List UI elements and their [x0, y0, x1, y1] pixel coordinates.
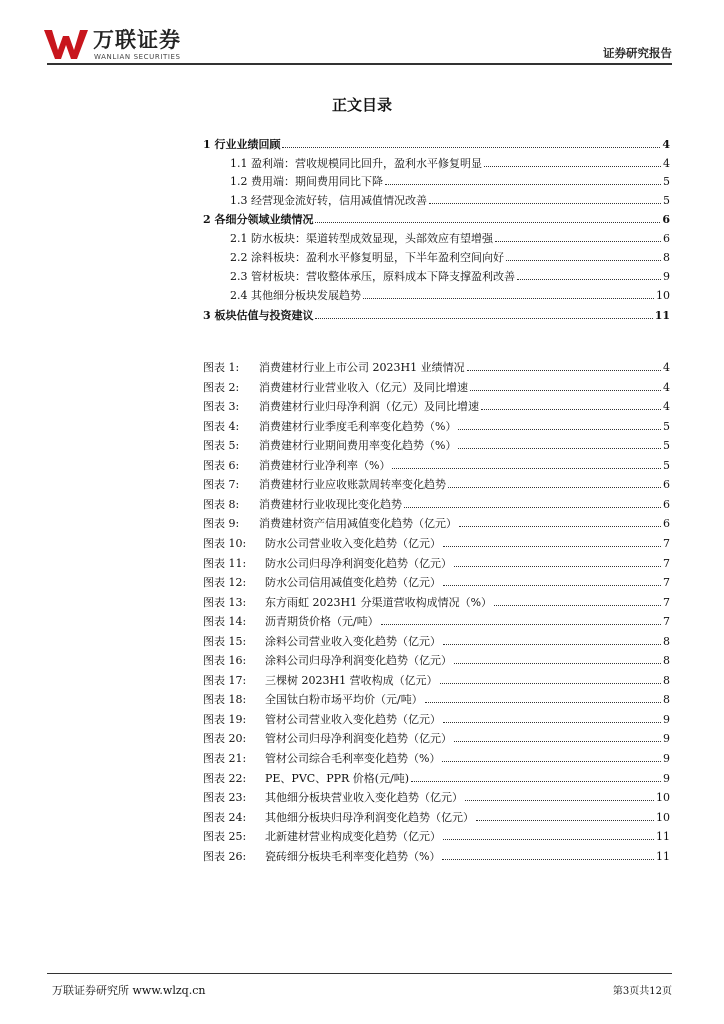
figure-number: 图表 13:: [203, 596, 247, 609]
figure-page: 6: [663, 478, 670, 491]
footer-divider: [47, 973, 672, 974]
toc-entry[interactable]: [230, 287, 670, 305]
toc-entry-page: 9: [663, 270, 670, 283]
figure-title: 三棵树 2023H1 营收构成（亿元）: [265, 674, 438, 687]
figure-number: 图表 10:: [203, 537, 247, 550]
figure-entry[interactable]: [203, 809, 670, 827]
figure-title: 管材公司综合毛利率变化趋势（%）: [265, 752, 441, 765]
figure-entry[interactable]: [203, 594, 670, 612]
figure-page: 7: [663, 557, 670, 570]
figure-number: 图表 9:: [203, 517, 240, 530]
figure-number: 图表 6:: [203, 459, 240, 472]
figure-number: 图表 25:: [203, 830, 247, 843]
figure-number: 图表 2:: [203, 381, 240, 394]
figure-entry[interactable]: [203, 476, 670, 494]
figure-page: 4: [663, 361, 670, 374]
figure-entry[interactable]: [203, 633, 670, 651]
page-title: 正文目录: [331, 96, 392, 114]
figure-title: 沥青期货价格（元/吨）: [265, 615, 379, 628]
dot-leader: [443, 585, 661, 586]
figure-title: 其他细分板块营业收入变化趋势（亿元）: [265, 791, 463, 804]
toc-entry-page: 6: [662, 213, 670, 226]
figure-entry[interactable]: [203, 711, 670, 729]
dot-leader: [476, 820, 654, 821]
figure-title: 东方雨虹 2023H1 分渠道营收构成情况（%）: [265, 596, 493, 609]
figure-entry[interactable]: [203, 437, 670, 455]
dot-leader: [411, 781, 661, 782]
toc-entry-label: 1 行业业绩回顾: [203, 138, 281, 151]
toc-entry[interactable]: [203, 136, 670, 154]
figure-entry[interactable]: [203, 750, 670, 768]
figure-number: 图表 4:: [203, 420, 240, 433]
logo-english-name: WANLIAN SECURITIES: [94, 53, 181, 61]
figure-entry[interactable]: [203, 496, 670, 514]
dot-leader: [465, 800, 654, 801]
figure-page: 8: [663, 654, 670, 667]
figure-number: 图表 14:: [203, 615, 247, 628]
dot-leader: [425, 702, 661, 703]
figure-page: 7: [663, 537, 670, 550]
dot-leader: [517, 279, 661, 280]
toc-entry[interactable]: [230, 249, 670, 267]
dot-leader: [381, 624, 661, 625]
dot-leader: [495, 241, 661, 242]
figure-title: 涂料公司营业收入变化趋势（亿元）: [265, 635, 441, 648]
figure-title: 消费建材行业净利率（%）: [259, 459, 391, 472]
figure-title: 防水公司归母净利润变化趋势（亿元）: [265, 557, 452, 570]
figure-number: 图表 5:: [203, 439, 240, 452]
dot-leader: [429, 203, 661, 204]
figure-entry[interactable]: [203, 652, 670, 670]
figure-page: 10: [656, 811, 670, 824]
figure-page: 9: [663, 772, 670, 785]
dot-leader: [448, 487, 661, 488]
figure-page: 11: [656, 830, 670, 843]
dot-leader: [440, 683, 661, 684]
document-type-label: 证券研究报告: [603, 46, 672, 60]
toc-entry-label: 1.3 经营现金流好转，信用减值情况改善: [230, 194, 427, 207]
figure-number: 图表 8:: [203, 498, 240, 511]
dot-leader: [458, 429, 661, 430]
figure-entry[interactable]: [203, 379, 670, 397]
figure-page: 5: [663, 420, 670, 433]
dot-leader: [442, 859, 654, 860]
toc-entry-page: 10: [656, 289, 670, 302]
figure-title: 其他细分板块归母净利润变化趋势（亿元）: [265, 811, 474, 824]
toc-entry[interactable]: [230, 230, 670, 248]
figure-page: 8: [663, 674, 670, 687]
toc-entry-label: 2.4 其他细分板块发展趋势: [230, 289, 361, 302]
figure-number: 图表 22:: [203, 772, 247, 785]
figure-number: 图表 26:: [203, 850, 247, 863]
figure-title: 消费建材行业期间费用率变化趋势（%）: [259, 439, 457, 452]
figure-page: 9: [663, 732, 670, 745]
figure-title: 消费建材行业营业收入（亿元）及同比增速: [259, 381, 468, 394]
figure-title: 防水公司信用减值变化趋势（亿元）: [265, 576, 441, 589]
toc-entry[interactable]: [230, 155, 670, 173]
toc-entry-label: 3 板块估值与投资建议: [203, 309, 314, 322]
figure-title: 瓷砖细分板块毛利率变化趋势（%）: [265, 850, 441, 863]
toc-entry[interactable]: [203, 211, 670, 229]
header-divider: [47, 63, 672, 65]
figure-entry[interactable]: [203, 555, 670, 573]
figure-entry[interactable]: [203, 535, 670, 553]
dot-leader: [506, 260, 661, 261]
toc-entry-page: 5: [663, 194, 670, 207]
dot-leader: [470, 390, 661, 391]
footer-page-number: 第3页共12页: [612, 986, 672, 997]
figure-entry[interactable]: [203, 515, 670, 533]
figure-entry[interactable]: [203, 359, 670, 377]
figure-page: 9: [663, 713, 670, 726]
figure-title: 消费建材行业归母净利润（亿元）及同比增速: [259, 400, 479, 413]
figure-entry[interactable]: [203, 574, 670, 592]
dot-leader: [454, 741, 661, 742]
dot-leader: [385, 184, 661, 185]
toc-entry-page: 4: [662, 138, 670, 151]
figure-number: 图表 17:: [203, 674, 247, 687]
figure-entry[interactable]: [203, 828, 670, 846]
toc-entry[interactable]: [230, 268, 670, 286]
toc-entry-page: 8: [663, 251, 670, 264]
toc-entry[interactable]: [230, 173, 670, 191]
figure-number: 图表 18:: [203, 693, 247, 706]
toc-entry-page: 5: [663, 175, 670, 188]
toc-entry-label: 2.3 管材板块：营收整体承压，原料成本下降支撑盈利改善: [230, 270, 515, 283]
dot-leader: [442, 761, 661, 762]
figure-title: 全国钛白粉市场平均价（元/吨）: [265, 693, 423, 706]
figure-page: 7: [663, 596, 670, 609]
figure-page: 5: [663, 439, 670, 452]
figure-title: 消费建材行业季度毛利率变化趋势（%）: [259, 420, 457, 433]
figure-title: 管材公司归母净利润变化趋势（亿元）: [265, 732, 452, 745]
toc-entry[interactable]: [203, 307, 670, 325]
figure-number: 图表 24:: [203, 811, 247, 824]
figure-number: 图表 11:: [203, 557, 247, 570]
figure-page: 7: [663, 576, 670, 589]
dot-leader: [454, 663, 661, 664]
figure-entry[interactable]: [203, 418, 670, 436]
figure-entry[interactable]: [203, 672, 670, 690]
logo-chinese-name: 万联证券: [93, 28, 181, 52]
figure-entry[interactable]: [203, 848, 670, 866]
figure-page: 11: [656, 850, 670, 863]
figure-entry[interactable]: [203, 398, 670, 416]
dot-leader: [443, 839, 654, 840]
figure-entry[interactable]: [203, 457, 670, 475]
toc-entry-label: 2.2 涂料板块：盈利水平修复明显，下半年盈利空间向好: [230, 251, 504, 264]
figure-page: 4: [663, 400, 670, 413]
figure-number: 图表 1:: [203, 361, 240, 374]
figure-title: 消费建材行业应收账款周转率变化趋势: [259, 478, 446, 491]
figure-page: 8: [663, 693, 670, 706]
dot-leader: [467, 370, 661, 371]
figure-title: 消费建材行业上市公司 2023H1 业绩情况: [259, 361, 465, 374]
toc-entry-label: 1.2 费用端：期间费用同比下降: [230, 175, 383, 188]
figure-number: 图表 12:: [203, 576, 247, 589]
figure-page: 6: [663, 517, 670, 530]
figure-number: 图表 15:: [203, 635, 247, 648]
footer-institute: 万联证券研究所 www.wlzq.cn: [52, 984, 206, 997]
toc-entry-label: 2.1 防水板块：渠道转型成效显现，头部效应有望增强: [230, 232, 493, 245]
figure-number: 图表 3:: [203, 400, 240, 413]
figure-title: PE、PVC、PPR 价格(元/吨): [265, 772, 410, 785]
dot-leader: [363, 298, 654, 299]
figure-number: 图表 7:: [203, 478, 240, 491]
figure-title: 管材公司营业收入变化趋势（亿元）: [265, 713, 441, 726]
toc-entry[interactable]: [230, 192, 670, 210]
dot-leader: [315, 222, 660, 223]
dot-leader: [458, 448, 661, 449]
figure-title: 涂料公司归母净利润变化趋势（亿元）: [265, 654, 452, 667]
figure-page: 5: [663, 459, 670, 472]
dot-leader: [315, 318, 652, 319]
dot-leader: [392, 468, 661, 469]
dot-leader: [282, 147, 660, 148]
figure-entry[interactable]: [203, 730, 670, 748]
figure-title: 北新建材营业构成变化趋势（亿元）: [265, 830, 441, 843]
figure-entry[interactable]: [203, 691, 670, 709]
figure-number: 图表 19:: [203, 713, 247, 726]
dot-leader: [481, 409, 661, 410]
figure-page: 10: [656, 791, 670, 804]
dot-leader: [459, 526, 661, 527]
dot-leader: [443, 644, 661, 645]
figure-page: 9: [663, 752, 670, 765]
figure-title: 防水公司营业收入变化趋势（亿元）: [265, 537, 441, 550]
toc-entry-page: 6: [663, 232, 670, 245]
figure-page: 4: [663, 381, 670, 394]
toc-entry-label: 2 各细分领域业绩情况: [203, 213, 314, 226]
wanlian-logo-icon: [44, 28, 90, 60]
toc-entry-page: 4: [663, 157, 670, 170]
dot-leader: [494, 605, 661, 606]
figure-number: 图表 20:: [203, 732, 247, 745]
figure-page: 6: [663, 498, 670, 511]
page-header: [0, 0, 724, 64]
dot-leader: [454, 566, 661, 567]
figure-page: 8: [663, 635, 670, 648]
figure-entry[interactable]: [203, 613, 670, 631]
dot-leader: [484, 166, 661, 167]
figure-title: 消费建材行业收现比变化趋势: [259, 498, 402, 511]
toc-entry-page: 11: [654, 309, 670, 322]
figure-entry[interactable]: [203, 770, 670, 788]
figure-number: 图表 16:: [203, 654, 247, 667]
dot-leader: [443, 722, 661, 723]
figure-number: 图表 21:: [203, 752, 247, 765]
figure-title: 消费建材资产信用减值变化趋势（亿元）: [259, 517, 457, 530]
dot-leader: [404, 507, 661, 508]
figure-number: 图表 23:: [203, 791, 247, 804]
figure-entry[interactable]: [203, 789, 670, 807]
dot-leader: [443, 546, 661, 547]
toc-entry-label: 1.1 盈利端：营收规模同比回升，盈利水平修复明显: [230, 157, 482, 170]
figure-page: 7: [663, 615, 670, 628]
